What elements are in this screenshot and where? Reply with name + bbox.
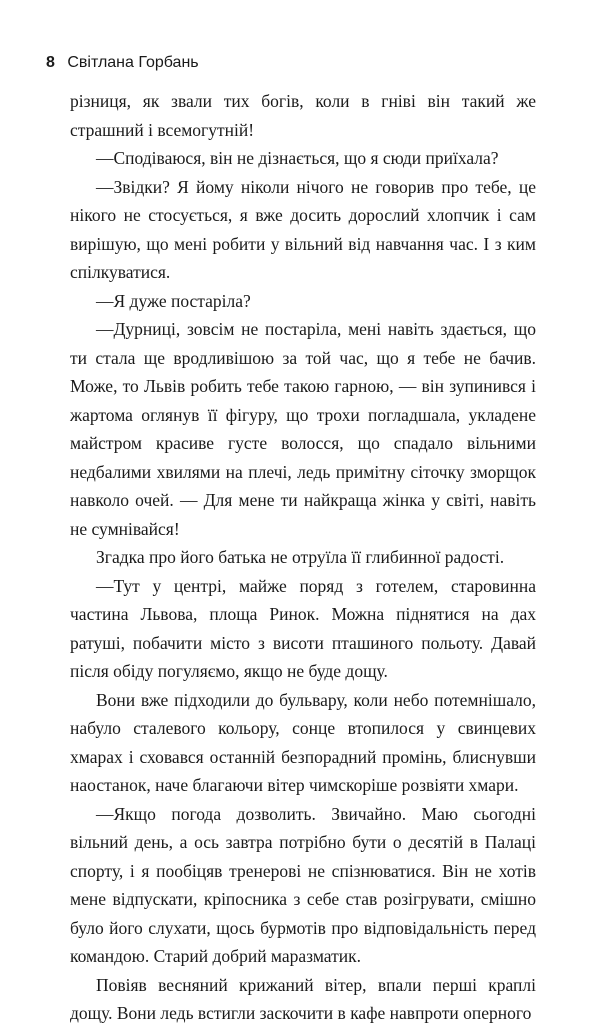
paragraph: —Якщо погода дозволить. Звичайно. Маю сьогодні вільний день, а ось завтра потрібно бути о десятій в Палаці спорту, і я пообіцяв тренерові не спізнюватися. Він не хотів мене відпускати, кріпосника з себе став розігрувати, смішно було його слухати, щось бурмотів про відповідальність перед командою. Старий добрий маразматик. bbox=[70, 803, 536, 966]
paragraph: —Сподіваюся, він не дізнається, що я сюди приїхала? bbox=[96, 148, 499, 168]
paragraph: Вони вже підходили до бульвару, коли небо потемнішало, набуло сталевого кольору, сонце втопилося у свинцевих хмарах і сховався останній безпорадний промінь, блиснувши наостанок, наче благаючи вітер чимскоріше розвіяти хмари. bbox=[70, 689, 536, 795]
paragraph: Повіяв весняний крижаний вітер, впали перші краплі дощу. Вони ледь встигли заскочити в кафе навпроти оперного bbox=[70, 974, 536, 1023]
author-name: Світлана Горбань bbox=[67, 54, 199, 71]
body-text bbox=[70, 87, 536, 1028]
paragraph: —Дурниці, зовсім не постаріла, мені навіть здається, що ти стала ще вродливішою за той час, що я тебе не бачив. Може, то Львів робить тебе такою гарною, — він зупинився і жартома оглянув її фігуру, що трохи погладшала, укладене майстром красиве густе волосся, що спадало вільними недбалими хвилями на плечі, ледь примітну сіточку зморщок навколо очей. — Для мене ти найкраща жінка у світі, навіть не сумнівайся! bbox=[70, 319, 536, 539]
running-header bbox=[46, 54, 199, 72]
paragraph: —Тут у центрі, майже поряд з готелем, старовинна частина Львова, площа Ринок. Можна піднятися на дах ратуші, побачити місто з висоти пташиного польоту. Давай після обіду погуляємо, якщо не буде дощу. bbox=[70, 575, 536, 681]
paragraph: різниця, як звали тих богів, коли в гніві він такий же страшний і всемогутній! bbox=[70, 91, 536, 140]
paragraph: —Звідки? Я йому ніколи нічого не говорив про тебе, це нікого не стосується, я вже досить дорослий хлопчик і сам вирішую, що мені робити у вільний від навчання час. І з ким спілкуватися. bbox=[70, 176, 536, 282]
paragraph: —Я дуже постаріла? bbox=[96, 290, 251, 311]
page-number: 8 bbox=[46, 54, 55, 71]
paragraph: Згадка про його батька не отруїла її глибинної радості. bbox=[96, 547, 505, 567]
